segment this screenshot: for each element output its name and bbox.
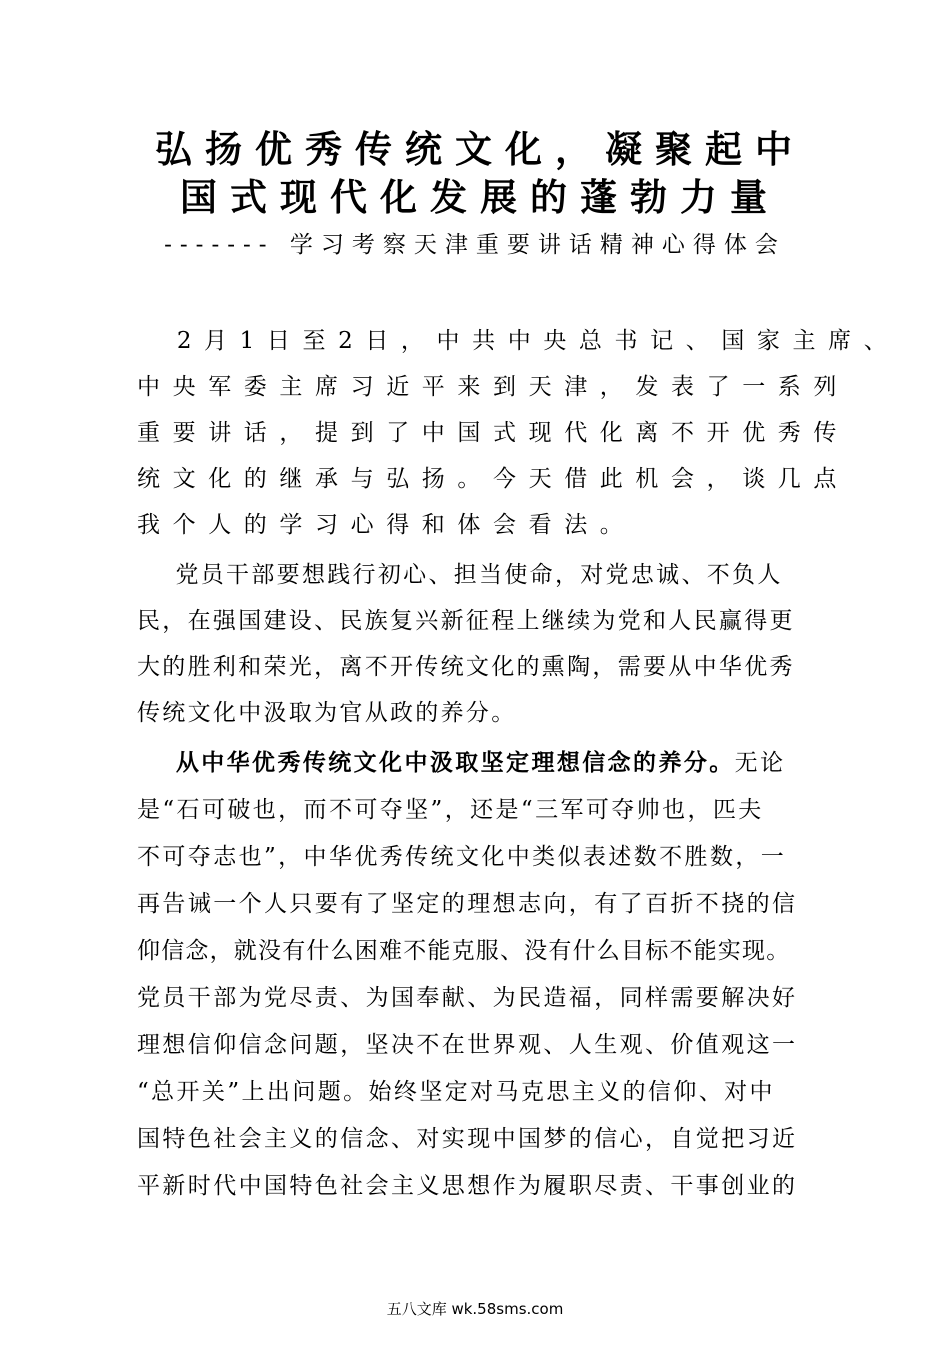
text-line: 中央军委主席习近平来到天津，发表了一系列 bbox=[137, 374, 849, 400]
title-line-1: 弘扬优秀传统文化，凝聚起中 bbox=[155, 128, 805, 171]
indent bbox=[137, 750, 176, 776]
text-line: 是“石可破也，而不可夺坚”，还是“三军可夺帅也，匹夫 bbox=[137, 797, 764, 823]
text-line: 民，在强国建设、民族复兴新征程上继续为党和人民赢得更 bbox=[137, 608, 795, 634]
text-line: “总开关”上出问题。始终坚定对马克思主义的信仰、对中 bbox=[137, 1079, 775, 1105]
paragraph-2 bbox=[137, 552, 837, 736]
subtitle: ------- 学习考察天津重要讲话精神心得体会 bbox=[164, 232, 786, 258]
text-line: 党员干部要想践行初心、担当使命，对党忠诚、不负人 bbox=[137, 562, 783, 588]
text-line bbox=[137, 740, 837, 787]
text-line: 重要讲话，提到了中国式现代化离不开优秀传 bbox=[137, 420, 849, 446]
text-line: 2月1日至2日，中共中央总书记、国家主席、 bbox=[137, 328, 900, 354]
text-line: 平新时代中国特色社会主义思想作为履职尽责、干事创业的 bbox=[137, 1173, 798, 1199]
paragraph-heading: 从中华优秀传统文化中汲取坚定理想信念的养分。 bbox=[175, 750, 735, 776]
text-line: 我个人的学习心得和体会看法。 bbox=[137, 512, 636, 538]
text-line: 统文化的继承与弘扬。今天借此机会，谈几点 bbox=[137, 466, 849, 492]
paragraph-1 bbox=[137, 318, 900, 548]
text-line: 再告诫一个人只要有了坚定的理想志向，有了百折不挠的信 bbox=[137, 891, 798, 917]
text-line: 大的胜利和荣光，离不开传统文化的熏陶，需要从中华优秀 bbox=[137, 654, 795, 680]
text-line: 传统文化中汲取为官从政的养分。 bbox=[137, 700, 517, 726]
footer-watermark: 五八文库 wk.58sms.com bbox=[386, 1300, 564, 1318]
text-line: 仰信念，就没有什么困难不能克服、没有什么目标不能实现。 bbox=[137, 938, 791, 964]
text-line: 党员干部为党尽责、为国奉献、为民造福，同样需要解决好 bbox=[137, 985, 798, 1011]
text-line: 理想信仰信念问题，坚决不在世界观、人生观、价值观这一 bbox=[137, 1032, 798, 1058]
paragraph-3 bbox=[137, 740, 837, 1210]
text-line: 国特色社会主义的信念、对实现中国梦的信心，自觉把习近 bbox=[137, 1126, 798, 1152]
text-line: 不可夺志也”，中华优秀传统文化中类似表述数不胜数，一 bbox=[137, 844, 787, 870]
title-line-2: 国式现代化发展的蓬勃力量 bbox=[180, 176, 780, 219]
paragraph-lead-rest: 无论 bbox=[734, 750, 786, 776]
